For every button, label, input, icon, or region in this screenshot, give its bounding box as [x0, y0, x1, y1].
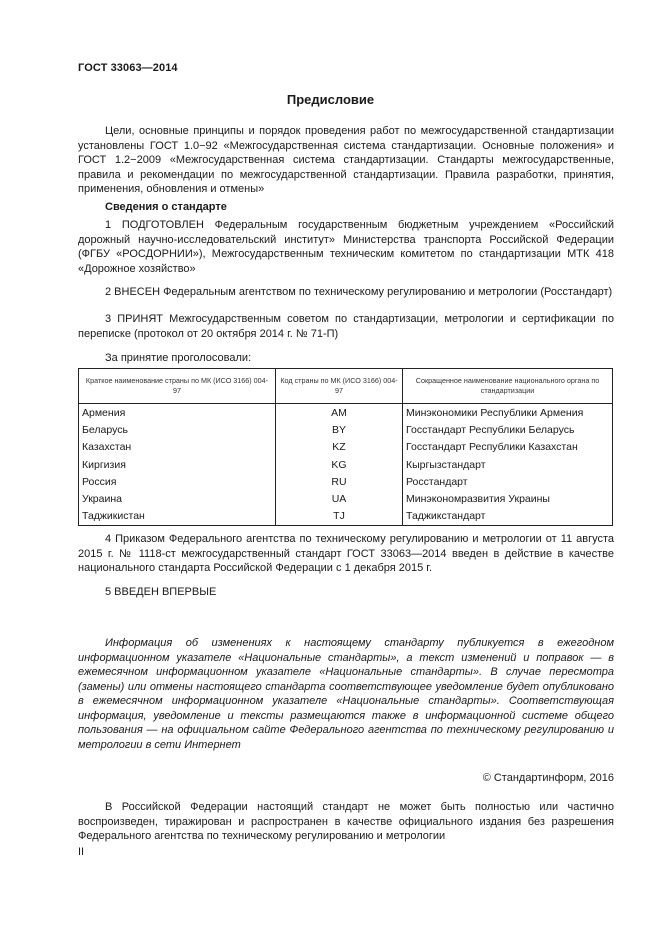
body-cell: Таджикстандарт — [403, 508, 613, 526]
code-cell: BY — [276, 421, 403, 438]
body-cell: Минэкономики Республики Армения — [403, 404, 613, 422]
table-header-body: Сокращенное наименование национального органа по стандартизации — [403, 369, 613, 404]
table-header-code: Код страны по МК (ИСО 3166) 004-97 — [276, 369, 403, 404]
intro-paragraph — [78, 124, 614, 197]
table-row — [79, 508, 613, 526]
body-cell: Росстандарт — [403, 473, 613, 490]
table-row — [79, 439, 613, 456]
body-cell: Кыргызстандарт — [403, 456, 613, 473]
page-title: Предисловие — [286, 92, 375, 107]
section-subheading: Сведения о стандарте — [105, 201, 227, 213]
info-note-text: Информация об изменениях к настоящему стандарту публикуется в ежегодном информационном указателе «Национальные стандарты», а текст изменений и поправок — в ежемесячном информационном указателе «Национальные стандарты». В случае пересмотра (замены) или отмены настоящего стандарта соответствующее уведомление будет опубликовано в ежемесячном информационном указателе «Национальные стандарты». Соответствующая информация, уведомление и тексты размещаются также в информационной системе общего пользования — на официальном сайте Федерального агентства по техническому регулированию и метрологии в сети Интернет — [78, 637, 614, 751]
document-header: ГОСТ 33063—2014 — [78, 62, 178, 74]
intro-text: Цели, основные принципы и порядок проведения работ по межгосударственной стандартизации установлены ГОСТ 1.0−92 «Межгосударственная система стандартизации. Основные положения» и ГОСТ 1.2−2009 «Межгосударственная система стандартизации. Стандарты межгосударственные, правила и рекомендации по межгосударственной стандартизации. Правила разработки, принятия, применения, обновления и отмены» — [78, 125, 614, 195]
country-cell: Беларусь — [79, 421, 276, 438]
code-cell: TJ — [276, 508, 403, 526]
table-row — [79, 421, 613, 438]
vote-caption-paragraph — [78, 351, 614, 366]
code-cell: AM — [276, 404, 403, 422]
item-5-text: 5 ВВЕДЕН ВПЕРВЫЕ — [105, 586, 217, 598]
code-cell: KZ — [276, 439, 403, 456]
table-row — [79, 456, 613, 473]
item-2-paragraph — [78, 285, 614, 300]
rights-text: В Российской Федерации настоящий стандарт не может быть полностью или частично воспроизведен, тиражирован и распространен в качестве официального издания без разрешения Федерального агентства по техническому регулированию и метрологии — [78, 801, 614, 842]
table-header-row — [79, 369, 613, 404]
table-row — [79, 404, 613, 422]
code-cell: RU — [276, 473, 403, 490]
item-1-paragraph — [78, 218, 614, 276]
rights-paragraph — [78, 800, 614, 844]
body-cell: Госстандарт Республики Казахстан — [403, 439, 613, 456]
item-4-text: 4 Приказом Федерального агентства по техническому регулированию и метрологии от 11 августа 2015 г. № 1118-ст межгосударственный стандарт ГОСТ 33063—2014 введен в действие в качестве национального стандарта Российской Федерации с 1 декабря 2015 г. — [78, 533, 614, 574]
item-4-paragraph — [78, 532, 614, 576]
copyright: © Стандартинформ, 2016 — [482, 772, 614, 784]
country-cell: Украина — [79, 490, 276, 507]
item-5-paragraph — [78, 585, 614, 600]
body-cell: Минэкономразвития Украины — [403, 490, 613, 507]
country-cell: Армения — [79, 404, 276, 422]
table-row — [79, 490, 613, 507]
country-cell: Киргизия — [79, 456, 276, 473]
code-cell: KG — [276, 456, 403, 473]
country-cell: Россия — [79, 473, 276, 490]
country-cell: Казахстан — [79, 439, 276, 456]
item-1-text: 1 ПОДГОТОВЛЕН Федеральным государственным бюджетным учреждением «Российский дорожный научно-исследовательский институт» Министерства транспорта Российской Федерации (ФГБУ «РОСДОРНИИ»), Межгосударственным техническим комитетом по стандартизации МТК 418 «Дорожное хозяйство» — [78, 219, 614, 275]
page-number: II — [78, 846, 85, 858]
info-note-paragraph — [78, 636, 614, 752]
item-3-paragraph — [78, 312, 614, 341]
item-2-text: 2 ВНЕСЕН Федеральным агентством по техническому регулированию и метрологии (Росстандарт) — [105, 286, 613, 298]
voting-table — [78, 368, 613, 526]
country-cell: Таджикистан — [79, 508, 276, 526]
table-header-country: Краткое наименование страны по МК (ИСО 3166) 004-97 — [79, 369, 276, 404]
code-cell: UA — [276, 490, 403, 507]
vote-caption: За принятие проголосовали: — [105, 352, 252, 364]
table-row — [79, 473, 613, 490]
item-3-text: 3 ПРИНЯТ Межгосударственным советом по стандартизации, метрологии и сертификации по переписке (протокол от 20 октября 2014 г. № 71-П) — [78, 313, 614, 340]
body-cell: Госстандарт Республики Беларусь — [403, 421, 613, 438]
